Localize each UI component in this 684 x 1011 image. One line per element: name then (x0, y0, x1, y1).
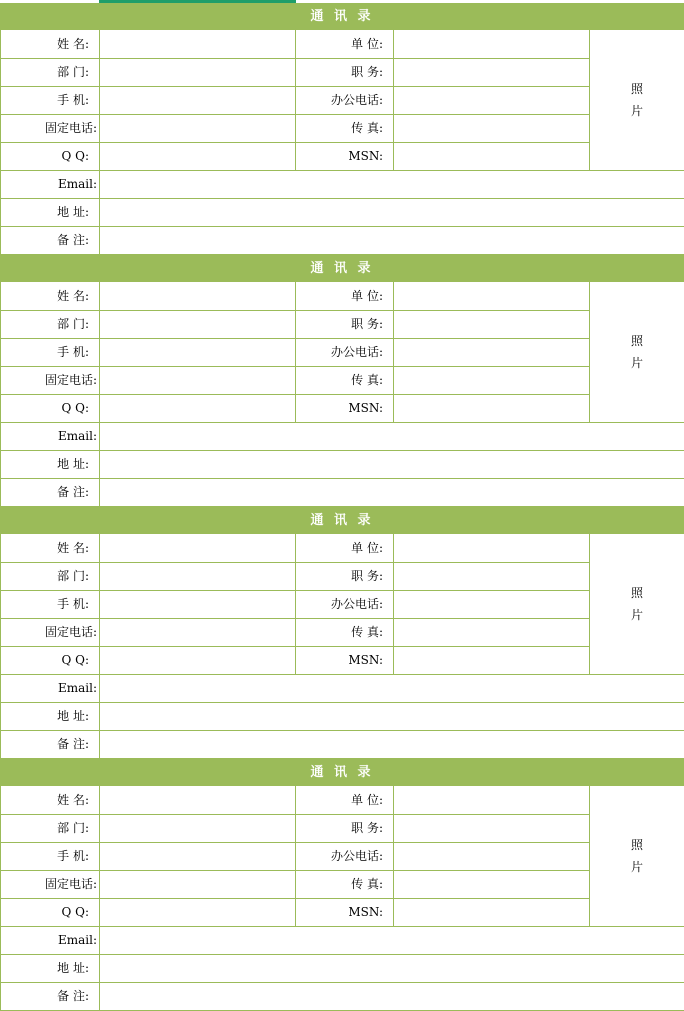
label-email: Email: (57, 933, 97, 947)
card-title: 通 讯 录 (0, 759, 684, 786)
label-unit: 单 位: (351, 289, 383, 303)
label-landline: 固定电话: (44, 877, 97, 891)
label-msn: MSN: (348, 905, 383, 919)
card-title: 通 讯 录 (0, 507, 684, 534)
photo-label-2: 片 (630, 860, 643, 874)
label-remark: 备 注: (57, 737, 89, 751)
photo-placeholder (590, 534, 684, 674)
label-address: 地 址: (57, 205, 89, 219)
label-mobile: 手 机: (57, 849, 89, 863)
label-qq: Q Q: (61, 653, 89, 667)
label-email: Email: (57, 681, 97, 695)
photo-label-1: 照 (630, 586, 643, 600)
label-landline: 固定电话: (44, 121, 97, 135)
photo-label-2: 片 (630, 356, 643, 370)
label-fax: 传 真: (351, 877, 383, 891)
label-name: 姓 名: (57, 37, 89, 51)
label-mobile: 手 机: (57, 93, 89, 107)
label-remark: 备 注: (57, 989, 89, 1003)
photo-label-1: 照 (630, 334, 643, 348)
label-address: 地 址: (57, 457, 89, 471)
label-dept: 部 门: (57, 65, 89, 79)
label-address: 地 址: (57, 961, 89, 975)
label-position: 职 务: (351, 317, 383, 331)
photo-placeholder (590, 786, 684, 926)
label-position: 职 务: (351, 569, 383, 583)
label-mobile: 手 机: (57, 597, 89, 611)
photo-label-2: 片 (630, 608, 643, 622)
label-fax: 传 真: (351, 625, 383, 639)
card-title: 通 讯 录 (0, 3, 684, 30)
label-fax: 传 真: (351, 373, 383, 387)
label-position: 职 务: (351, 821, 383, 835)
label-office-phone: 办公电话: (330, 93, 383, 107)
label-mobile: 手 机: (57, 345, 89, 359)
label-address: 地 址: (57, 709, 89, 723)
card-grid (0, 786, 684, 1011)
label-dept: 部 门: (57, 569, 89, 583)
label-remark: 备 注: (57, 485, 89, 499)
photo-label-2: 片 (630, 104, 643, 118)
label-qq: Q Q: (61, 149, 89, 163)
label-email: Email: (57, 429, 97, 443)
card-title: 通 讯 录 (0, 255, 684, 282)
label-name: 姓 名: (57, 289, 89, 303)
label-email: Email: (57, 177, 97, 191)
label-qq: Q Q: (61, 905, 89, 919)
label-office-phone: 办公电话: (330, 597, 383, 611)
photo-placeholder (590, 30, 684, 170)
label-unit: 单 位: (351, 37, 383, 51)
label-fax: 传 真: (351, 121, 383, 135)
label-office-phone: 办公电话: (330, 345, 383, 359)
label-office-phone: 办公电话: (330, 849, 383, 863)
label-msn: MSN: (348, 149, 383, 163)
label-unit: 单 位: (351, 793, 383, 807)
card-grid (0, 282, 684, 507)
label-dept: 部 门: (57, 821, 89, 835)
label-dept: 部 门: (57, 317, 89, 331)
label-msn: MSN: (348, 653, 383, 667)
photo-label-1: 照 (630, 82, 643, 96)
photo-placeholder (590, 282, 684, 422)
label-landline: 固定电话: (44, 373, 97, 387)
card-grid (0, 534, 684, 759)
photo-label-1: 照 (630, 838, 643, 852)
card-grid (0, 30, 684, 255)
label-name: 姓 名: (57, 541, 89, 555)
label-remark: 备 注: (57, 233, 89, 247)
label-name: 姓 名: (57, 793, 89, 807)
label-qq: Q Q: (61, 401, 89, 415)
label-landline: 固定电话: (44, 625, 97, 639)
label-position: 职 务: (351, 65, 383, 79)
label-unit: 单 位: (351, 541, 383, 555)
label-msn: MSN: (348, 401, 383, 415)
